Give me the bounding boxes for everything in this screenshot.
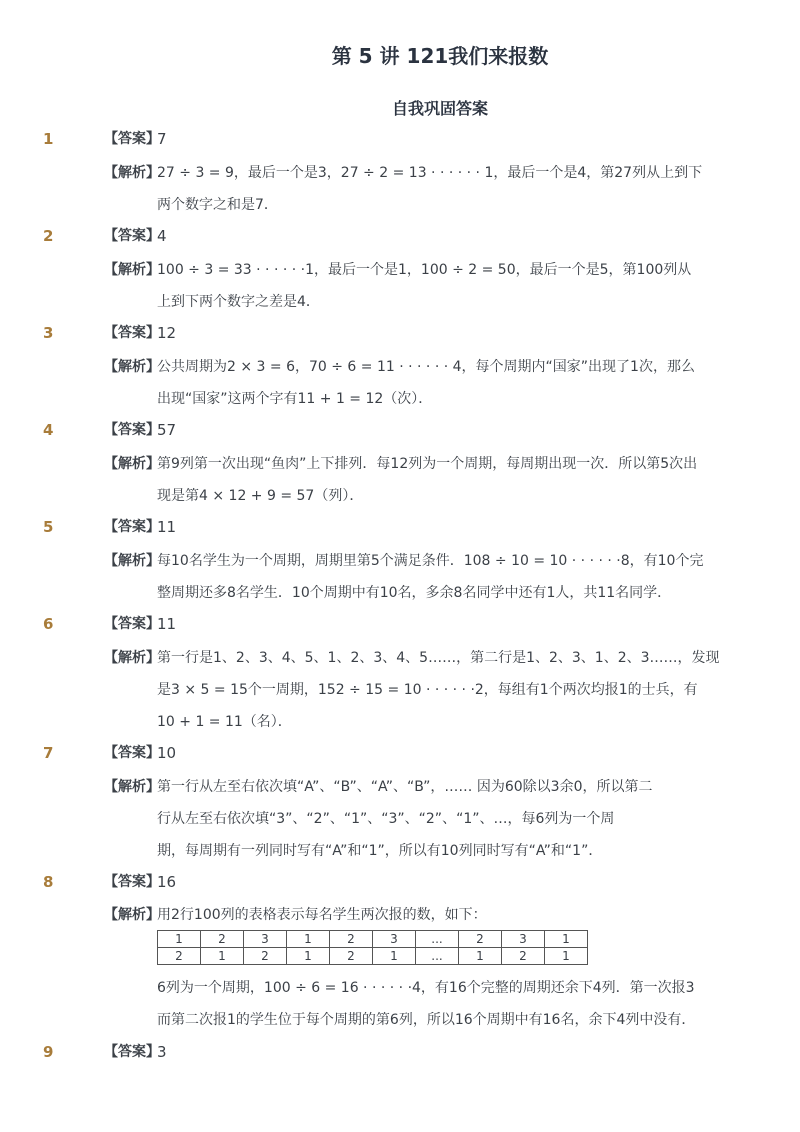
explanation-text [157, 545, 717, 609]
explanation-tag: 【解析】 [104, 553, 160, 569]
explanation-line: 27 ÷ 3 = 9，最后一个是3，27 ÷ 2 = 13 · · · · · · 1，最后一个是4，第27列从上到下 [157, 165, 703, 181]
explanation-line: 10 + 1 = 11（名）． [157, 714, 292, 730]
explanation-text [157, 448, 717, 512]
table-cell: 2 [244, 948, 287, 965]
section-subtitle: 自我巩固答案 [391, 99, 488, 118]
table-cell: 3 [373, 931, 416, 948]
problem-number: 9 [43, 1043, 54, 1061]
table-cell: 3 [244, 931, 287, 948]
answer-value: 16 [157, 873, 177, 891]
answer-tag: 【答案】 [104, 616, 160, 632]
answer-tag: 【答案】 [104, 422, 160, 438]
explanation-line: 行从左至右依次填“3”、“2”、“1”、“3”、“2”、“1”、…，每6列为一个周 [157, 811, 615, 827]
explanation-line: 而第二次报1的学生位于每个周期的第6列，所以16个周期中有16名，余下4列中没有． [157, 1012, 696, 1028]
table-row [158, 948, 588, 965]
explanation-line: 公共周期为2 × 3 = 6，70 ÷ 6 = 11 · · · · · · 4，每个周期内“国家”出现了1次，那么 [157, 359, 695, 375]
answer-tag: 【答案】 [104, 1044, 160, 1060]
explanation-text [157, 771, 717, 867]
table-cell: 2 [201, 931, 244, 948]
table-cell: ... [416, 948, 459, 965]
explanation-line: 上到下两个数字之差是4． [157, 294, 320, 310]
answer-value: 12 [157, 324, 177, 342]
problem-number: 7 [43, 744, 54, 762]
table-cell: 1 [158, 931, 201, 948]
table-cell: 1 [287, 948, 330, 965]
table-cell: 1 [545, 931, 588, 948]
explanation-tag: 【解析】 [104, 456, 160, 472]
explanation-line: 100 ÷ 3 = 33 · · · · · ·1，最后一个是1，100 ÷ 2 = 50，最后一个是5，第100列从 [157, 262, 692, 278]
table-cell: 2 [330, 931, 373, 948]
page-title: 第 5 讲 121我们来报数 [331, 44, 549, 68]
explanation-tag: 【解析】 [104, 359, 160, 375]
explanation-tag: 【解析】 [104, 650, 160, 666]
explanation-line: 第9列第一次出现“鱼肉”上下排列．每12列为一个周期，每周期出现一次．所以第5次出 [157, 456, 698, 472]
table-cell: ... [416, 931, 459, 948]
explanation-line: 期，每周期有一列同时写有“A”和“1”，所以有10列同时写有“A”和“1”． [157, 843, 603, 859]
explanation-line: 6列为一个周期，100 ÷ 6 = 16 · · · · · ·4，有16个完整的周期还余下4列．第一次报3 [157, 980, 695, 996]
answer-value: 57 [157, 421, 177, 439]
explanation-tag: 【解析】 [104, 165, 160, 181]
answer-value: 4 [157, 227, 167, 245]
table-row [158, 931, 588, 948]
explanation-text [157, 642, 720, 738]
table-cell: 1 [287, 931, 330, 948]
table-cell: 3 [502, 931, 545, 948]
answer-value: 11 [157, 615, 177, 633]
table-cell: 1 [373, 948, 416, 965]
explanation-line: 每10名学生为一个周期，周期里第5个满足条件．108 ÷ 10 = 10 · · · · · ·8，有10个完 [157, 553, 704, 569]
problem-number: 5 [43, 518, 54, 536]
problem-number: 2 [43, 227, 54, 245]
answer-tag: 【答案】 [104, 519, 160, 535]
answer-tag: 【答案】 [104, 228, 160, 244]
problem-number: 8 [43, 873, 54, 891]
answer-tag: 【答案】 [104, 745, 160, 761]
explanation-tag: 【解析】 [104, 779, 160, 795]
explanation-text [157, 351, 717, 415]
explanation-line: 现是第4 × 12 + 9 = 57（列）． [157, 488, 364, 504]
report-table [157, 930, 588, 965]
table-cell: 2 [502, 948, 545, 965]
explanation-line: 整周期还多8名学生．10个周期中有10名，多余8名同学中还有1人，共11名同学． [157, 585, 672, 601]
explanation-line: 出现“国家”这两个字有11 + 1 = 12（次）． [157, 391, 433, 407]
table-cell: 2 [459, 931, 502, 948]
problem-number: 4 [43, 421, 54, 439]
answer-tag: 【答案】 [104, 131, 160, 147]
table-cell: 1 [545, 948, 588, 965]
explanation-line: 是3 × 5 = 15个一周期，152 ÷ 15 = 10 · · · · · ·2，每组有1个两次均报1的士兵，有 [157, 682, 698, 698]
answer-value: 7 [157, 130, 167, 148]
table-cell: 1 [201, 948, 244, 965]
problem-number: 3 [43, 324, 54, 342]
explanation-tag: 【解析】 [104, 907, 160, 923]
table-cell: 1 [459, 948, 502, 965]
explanation-text [157, 254, 717, 318]
answer-tag: 【答案】 [104, 325, 160, 341]
explanation-tag: 【解析】 [104, 262, 160, 278]
explanation-text [157, 157, 717, 221]
problem-number: 6 [43, 615, 54, 633]
problem-number: 1 [43, 130, 54, 148]
explanation-text [157, 972, 717, 1036]
explanation-line: 第一行是1、2、3、4、5、1、2、3、4、5……，第二行是1、2、3、1、2、3……，发现 [157, 650, 720, 666]
table-cell: 2 [330, 948, 373, 965]
explanation-intro: 用2行100列的表格表示每名学生两次报的数，如下： [157, 907, 487, 923]
answer-value: 10 [157, 744, 177, 762]
explanation-line: 两个数字之和是7． [157, 197, 278, 213]
answer-value: 3 [157, 1043, 167, 1061]
table-cell: 2 [158, 948, 201, 965]
answer-tag: 【答案】 [104, 874, 160, 890]
explanation-line: 第一行从左至右依次填“A”、“B”、“A”、“B”，…… 因为60除以3余0，所以第二 [157, 779, 653, 795]
answer-value: 11 [157, 518, 177, 536]
